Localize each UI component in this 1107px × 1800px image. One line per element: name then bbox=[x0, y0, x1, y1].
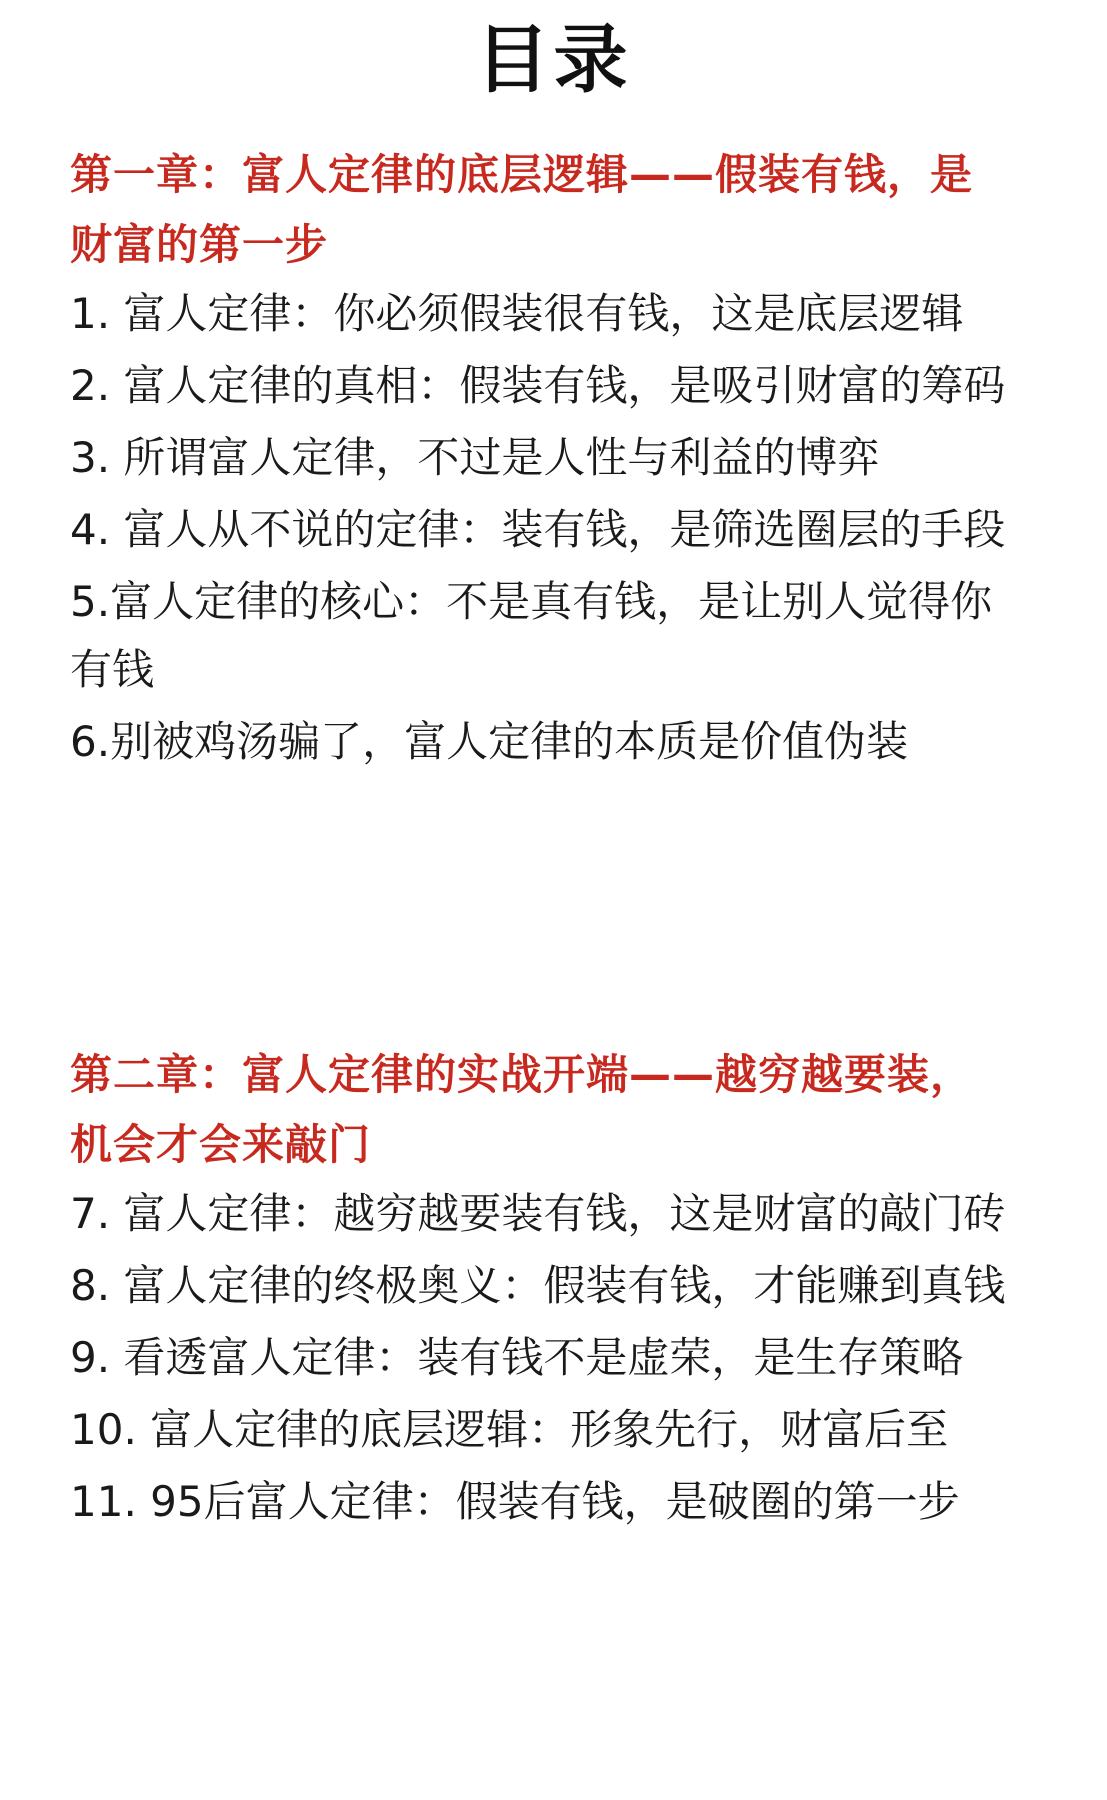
chapter-heading: 第一章：富人定律的底层逻辑——假装有钱，是财富的第一步 bbox=[70, 150, 974, 269]
list-item: 9. 看透富人定律：装有钱不是虚荣，是生存策略 bbox=[70, 1333, 964, 1382]
list-item: 2. 富人定律的真相：假装有钱，是吸引财富的筹码 bbox=[70, 361, 1006, 410]
list-item: 6.别被鸡汤骗了，富人定律的本质是价值伪装 bbox=[70, 717, 909, 766]
list-item: 1. 富人定律：你必须假装很有钱，这是底层逻辑 bbox=[70, 289, 964, 338]
list-item: 3. 所谓富人定律，不过是人性与利益的博弈 bbox=[70, 433, 880, 482]
chapter-heading: 第二章：富人定律的实战开端——越穷越要装，机会才会来敲门 bbox=[70, 1050, 974, 1169]
list-item: 5.富人定律的核心：不是真有钱，是让别人觉得你有钱 bbox=[70, 577, 993, 694]
list-item: 10. 富人定律的底层逻辑：形象先行，财富后至 bbox=[70, 1405, 949, 1454]
list-item: 4. 富人从不说的定律：装有钱，是筛选圈层的手段 bbox=[70, 505, 1006, 554]
chapter-1-section bbox=[70, 140, 1010, 780]
list-item: 7. 富人定律：越穷越要装有钱，这是财富的敲门砖 bbox=[70, 1189, 1006, 1238]
page-title: 目录 bbox=[475, 17, 632, 103]
chapter-2-section bbox=[70, 1040, 1010, 1540]
list-item: 8. 富人定律的终极奥义：假装有钱，才能赚到真钱 bbox=[70, 1261, 1006, 1310]
list-item: 11. 95后富人定律：假装有钱，是破圈的第一步 bbox=[70, 1477, 960, 1526]
